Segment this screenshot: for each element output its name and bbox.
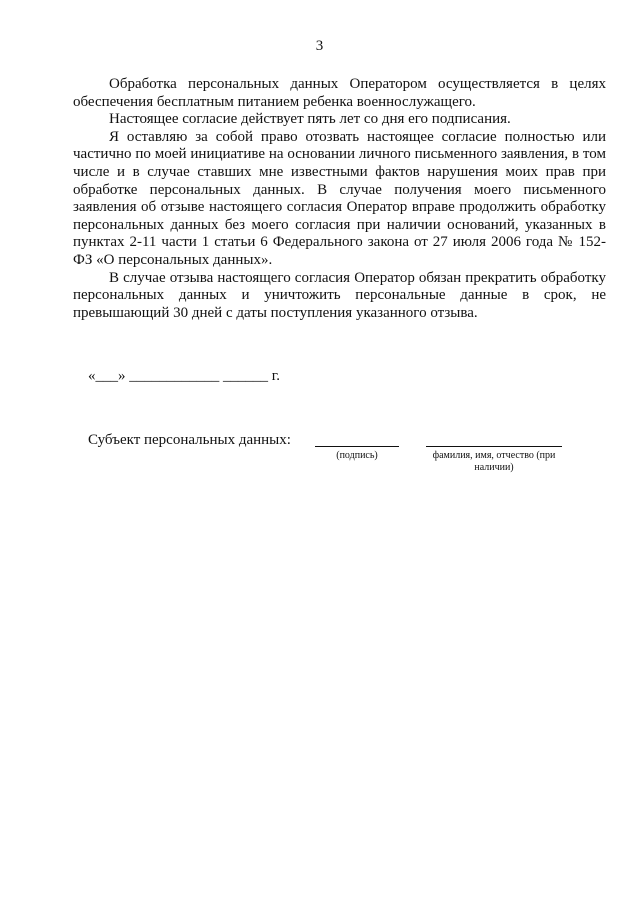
subject-label: Субъект персональных данных: [88, 432, 291, 448]
paragraph-withdrawal-consequence: В случае отзыва настоящего согласия Оператор обязан прекратить обработку персональных данных и уничтожить персональные данные в срок, не превышающий 30 дней с даты поступления указанного отзыва. [73, 269, 606, 321]
signature-caption: (подпись) [336, 450, 378, 461]
subject-signature-block [88, 432, 608, 492]
full-name-line [426, 446, 562, 447]
full-name-caption: фамилия, имя, отчество (при наличии) [432, 450, 556, 473]
paragraph-validity: Настоящее согласие действует пять лет со дня его подписания. [109, 111, 511, 128]
signature-line [315, 446, 399, 447]
date-field: «___» ____________ ______ г. [88, 368, 280, 384]
page-number: 3 [315, 38, 324, 54]
paragraph-purpose: Обработка персональных данных Оператором осуществляется в целях обеспечения бесплатным питанием ребенка военнослужащего. [73, 76, 606, 110]
paragraph-withdrawal-right: Я оставляю за собой право отозвать настоящее согласие полностью или частично по моей инициативе на основании личного письменного заявления, в том числе и в случае ставших мне известными фактов нарушения моих прав при обработке персональных данных. В случае получения моего письменного заявления об отзыве настоящего согласия Оператор вправе продолжить обработку персональных данных без моего согласия при наличии оснований, указанных в пунктах 2-11 части 1 статьи 6 Федерального закона от 27 июля 2006 года № 152-ФЗ «О персональных данных». [73, 128, 606, 268]
document-body [73, 76, 606, 322]
